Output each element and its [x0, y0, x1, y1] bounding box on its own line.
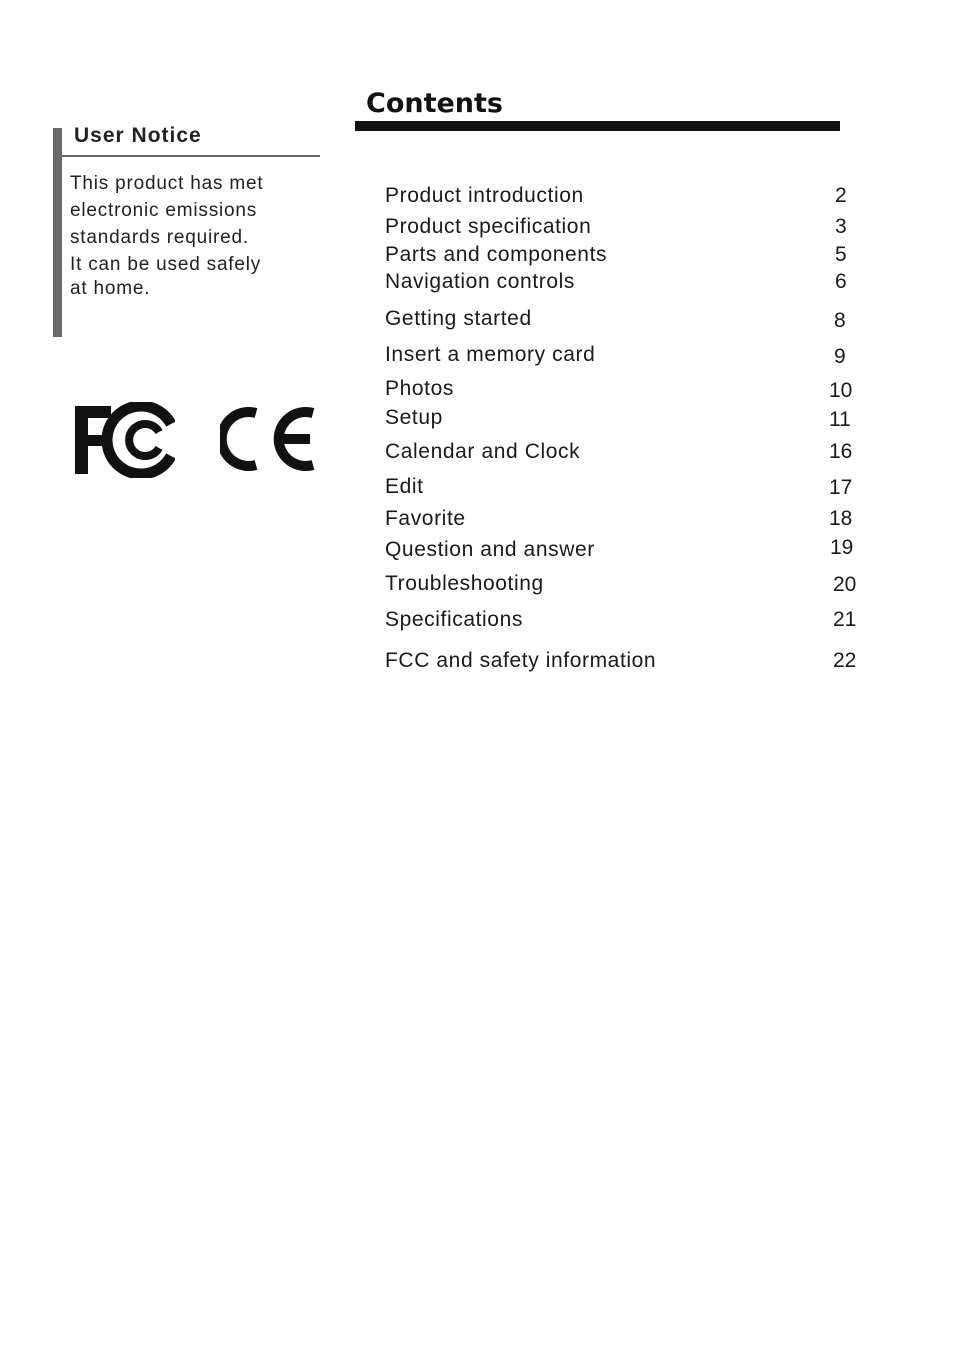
toc-page-number: 22: [833, 649, 857, 672]
toc-entry-getting-started[interactable]: [385, 307, 865, 337]
toc-page-number: 17: [829, 476, 853, 499]
toc-label: Setup: [385, 406, 443, 429]
toc-label: Getting started: [385, 307, 532, 330]
toc-entry-product-specification[interactable]: [385, 215, 865, 245]
toc-page-number: 16: [829, 440, 853, 463]
toc-label: Edit: [385, 475, 424, 498]
toc-page-number: 11: [829, 408, 851, 431]
notice-line: electronic emissions: [70, 200, 258, 221]
toc-page-number: 18: [829, 507, 853, 530]
toc-page-number: 9: [834, 345, 846, 368]
toc-entry-calendar-and-clock[interactable]: [385, 440, 865, 470]
toc-label: Troubleshooting: [385, 572, 544, 595]
toc-label: Product introduction: [385, 184, 584, 207]
toc-label: FCC and safety information: [385, 649, 657, 672]
toc-label: Calendar and Clock: [385, 440, 581, 463]
notice-accent-bar: [53, 128, 62, 337]
toc-entry-fcc-and-safety-information[interactable]: [385, 649, 865, 679]
toc-entry-product-introduction[interactable]: [385, 184, 865, 214]
toc-label: Navigation controls: [385, 270, 575, 293]
ce-mark-logo: [220, 404, 316, 474]
contents-title: Contents: [366, 88, 504, 119]
notice-line: at home.: [70, 278, 151, 299]
toc-label: Insert a memory card: [385, 343, 596, 366]
notice-line: It can be used safely: [70, 254, 262, 275]
toc-entry-parts-and-components[interactable]: [385, 243, 865, 273]
toc-label: Product specification: [385, 215, 592, 238]
toc-entry-insert-memory-card[interactable]: [385, 343, 865, 373]
toc-entry-navigation-controls[interactable]: [385, 270, 865, 300]
toc-page-number: 10: [829, 379, 853, 402]
toc-page-number: 8: [834, 309, 846, 332]
toc-entry-edit[interactable]: [385, 475, 865, 505]
toc-label: Photos: [385, 377, 454, 400]
toc-page-number: 5: [835, 243, 847, 266]
toc-label: Parts and components: [385, 243, 608, 266]
toc-page-number: 19: [830, 536, 854, 559]
toc-page-number: 20: [833, 573, 857, 596]
toc-entry-troubleshooting[interactable]: [385, 572, 865, 602]
notice-line: This product has met: [70, 173, 264, 194]
user-notice-text: [70, 170, 320, 302]
toc-page-number: 21: [833, 608, 857, 631]
toc-label: Specifications: [385, 608, 523, 631]
toc-page-number: 6: [835, 270, 847, 293]
toc-page-number: 3: [835, 215, 847, 238]
toc-entry-question-and-answer[interactable]: [385, 538, 865, 568]
toc-entry-specifications[interactable]: [385, 608, 865, 638]
notice-divider: [62, 155, 320, 157]
fcc-logo: [73, 402, 175, 478]
contents-divider: [355, 121, 840, 131]
toc-label: Question and answer: [385, 538, 595, 561]
user-notice-title: User Notice: [74, 124, 202, 147]
toc-page-number: 2: [835, 184, 847, 207]
notice-line: standards required.: [70, 227, 249, 248]
toc-label: Favorite: [385, 507, 466, 530]
toc-entry-setup[interactable]: [385, 406, 865, 436]
toc-entry-favorite[interactable]: [385, 507, 865, 537]
toc-entry-photos[interactable]: [385, 377, 865, 407]
